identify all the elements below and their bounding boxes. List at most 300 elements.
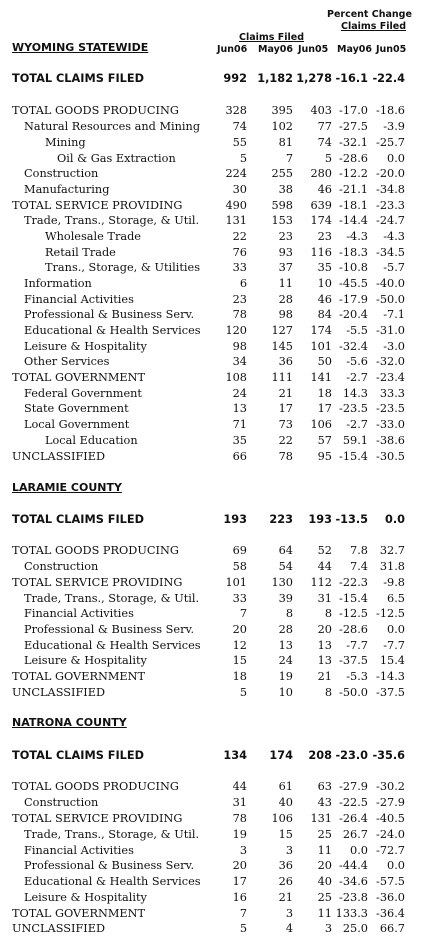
cell-may06: 19 <box>278 670 293 683</box>
cell-pct-jun05: -24.0 <box>376 828 405 841</box>
cell-pct-jun05: -32.0 <box>376 355 405 368</box>
table-row <box>0 606 422 621</box>
cell-pct-may06: -12.2 <box>339 167 368 180</box>
cell-pct-jun05: -40.0 <box>376 277 405 290</box>
col-header-jun05: Jun05 <box>298 44 329 55</box>
cell-pct-may06: -37.5 <box>339 654 368 667</box>
cell-may06: 127 <box>271 324 293 337</box>
cell-jun06: 20 <box>232 623 247 636</box>
cell-jun05: 1,278 <box>296 72 332 85</box>
row-label: Professional & Business Serv. <box>24 623 195 636</box>
row-label: TOTAL GOODS PRODUCING <box>12 544 179 557</box>
cell-pct-may06: -4.3 <box>346 230 368 243</box>
cell-may06: 22 <box>278 434 293 447</box>
table-row <box>0 827 422 842</box>
table-row <box>0 795 422 810</box>
cell-pct-may06: -23.0 <box>335 749 368 762</box>
cell-pct-may06: -14.4 <box>339 214 368 227</box>
table-row <box>0 307 422 322</box>
table-row <box>0 669 422 684</box>
cell-jun06: 101 <box>225 576 247 589</box>
cell-jun05: 35 <box>317 261 332 274</box>
cell-jun05: 174 <box>310 214 332 227</box>
row-label: TOTAL GOODS PRODUCING <box>12 780 179 793</box>
cell-pct-may06: -22.5 <box>339 796 368 809</box>
row-label: Financial Activities <box>24 293 134 306</box>
cell-jun05: 11 <box>317 844 332 857</box>
total-claims-row <box>0 748 422 763</box>
table-row <box>0 386 422 401</box>
cell-pct-jun05: 0.0 <box>387 859 405 872</box>
cell-pct-may06: -44.4 <box>339 859 368 872</box>
table-row <box>0 906 422 921</box>
cell-pct-jun05: -31.0 <box>376 324 405 337</box>
cell-pct-jun05: -14.3 <box>376 670 405 683</box>
table-row <box>0 119 422 134</box>
row-label: Leisure & Hospitality <box>24 340 147 353</box>
cell-jun06: 34 <box>232 355 247 368</box>
table-row <box>0 449 422 464</box>
cell-pct-jun05: -23.3 <box>376 199 405 212</box>
cell-pct-may06: 26.7 <box>342 828 368 841</box>
cell-jun05: 193 <box>308 513 332 526</box>
cell-pct-may06: -28.6 <box>339 623 368 636</box>
table-row <box>0 638 422 653</box>
cell-jun06: 16 <box>232 891 247 904</box>
cell-jun06: 328 <box>225 104 247 117</box>
row-label: TOTAL CLAIMS FILED <box>12 72 144 85</box>
row-label: Other Services <box>24 355 110 368</box>
cell-jun05: 23 <box>317 230 332 243</box>
row-label: Professional & Business Serv. <box>24 859 195 872</box>
cell-may06: 174 <box>269 749 293 762</box>
cell-pct-jun05: -25.7 <box>376 136 405 149</box>
cell-jun06: 44 <box>232 780 247 793</box>
cell-pct-may06: -2.7 <box>346 371 368 384</box>
cell-pct-may06: 133.3 <box>335 907 368 920</box>
row-label: Educational & Health Services <box>24 324 201 337</box>
cell-pct-may06: -5.3 <box>346 670 368 683</box>
cell-may06: 78 <box>278 450 293 463</box>
table-row <box>0 276 422 291</box>
table-row <box>0 339 422 354</box>
table-row <box>0 229 422 244</box>
table-row <box>0 685 422 700</box>
table-row <box>0 370 422 385</box>
cell-jun05: 18 <box>317 387 332 400</box>
cell-jun06: 33 <box>232 261 247 274</box>
cell-pct-jun05: 32.7 <box>379 544 405 557</box>
cell-pct-may06: -27.5 <box>339 120 368 133</box>
cell-pct-jun05: -23.5 <box>376 402 405 415</box>
cell-pct-may06: 7.8 <box>350 544 368 557</box>
cell-pct-may06: -45.5 <box>339 277 368 290</box>
section-title: WYOMING STATEWIDE <box>12 41 149 54</box>
cell-may06: 11 <box>278 277 293 290</box>
cell-pct-jun05: -30.5 <box>376 450 405 463</box>
cell-pct-jun05: 0.0 <box>387 152 405 165</box>
cell-may06: 21 <box>278 387 293 400</box>
cell-pct-jun05: -37.5 <box>376 686 405 699</box>
row-label: TOTAL GOVERNMENT <box>12 670 146 683</box>
cell-may06: 36 <box>278 355 293 368</box>
table-row <box>0 245 422 260</box>
cell-may06: 98 <box>278 308 293 321</box>
cell-jun05: 84 <box>317 308 332 321</box>
table-row <box>0 417 422 432</box>
cell-jun06: 224 <box>225 167 247 180</box>
cell-may06: 39 <box>278 592 293 605</box>
table-row <box>0 622 422 637</box>
cell-may06: 38 <box>278 183 293 196</box>
cell-pct-may06: 59.1 <box>342 434 368 447</box>
cell-pct-jun05: 0.0 <box>387 623 405 636</box>
table-row <box>0 182 422 197</box>
cell-jun05: 639 <box>310 199 332 212</box>
cell-may06: 24 <box>278 654 293 667</box>
cell-pct-jun05: -57.5 <box>376 875 405 888</box>
row-label: TOTAL SERVICE PROVIDING <box>12 812 183 825</box>
cell-jun05: 40 <box>317 875 332 888</box>
table-row <box>0 591 422 606</box>
table-row <box>0 543 422 558</box>
col-header-may06: May06 <box>258 44 293 55</box>
row-label: TOTAL GOODS PRODUCING <box>12 104 179 117</box>
cell-pct-jun05: 66.7 <box>379 922 405 935</box>
row-label: Educational & Health Services <box>24 875 201 888</box>
cell-may06: 61 <box>278 780 293 793</box>
cell-jun05: 21 <box>317 670 332 683</box>
row-label: State Government <box>24 402 129 415</box>
cell-pct-jun05: -22.4 <box>372 72 405 85</box>
cell-pct-jun05: 31.8 <box>379 560 405 573</box>
cell-jun06: 33 <box>232 592 247 605</box>
row-label: Local Education <box>45 434 138 447</box>
row-label: Information <box>24 277 92 290</box>
cell-pct-may06: -15.4 <box>339 450 368 463</box>
cell-jun06: 6 <box>239 277 247 290</box>
cell-jun05: 63 <box>317 780 332 793</box>
cell-pct-jun05: -20.0 <box>376 167 405 180</box>
cell-pct-may06: -17.9 <box>339 293 368 306</box>
row-label: UNCLASSIFIED <box>12 450 106 463</box>
cell-pct-may06: -32.1 <box>339 136 368 149</box>
cell-pct-may06: -20.4 <box>339 308 368 321</box>
cell-jun05: 13 <box>317 654 332 667</box>
cell-jun05: 106 <box>310 418 332 431</box>
row-label: Wholesale Trade <box>45 230 141 243</box>
cell-jun05: 5 <box>324 152 332 165</box>
cell-pct-jun05: -27.9 <box>376 796 405 809</box>
row-label: Trade, Trans., Storage, & Util. <box>24 592 200 605</box>
cell-may06: 598 <box>271 199 293 212</box>
table-row <box>0 213 422 228</box>
row-label: TOTAL GOVERNMENT <box>12 371 146 384</box>
cell-jun06: 5 <box>239 686 247 699</box>
cell-pct-jun05: -3.0 <box>383 340 405 353</box>
cell-jun06: 74 <box>232 120 247 133</box>
row-label: Trade, Trans., Storage, & Util. <box>24 828 200 841</box>
col-header-jun06: Jun06 <box>217 44 248 55</box>
cell-jun06: 108 <box>225 371 247 384</box>
cell-pct-may06: 14.3 <box>342 387 368 400</box>
row-label: TOTAL CLAIMS FILED <box>12 749 144 762</box>
row-label: Federal Government <box>24 387 142 400</box>
cell-jun06: 3 <box>239 844 247 857</box>
cell-jun05: 112 <box>310 576 332 589</box>
cell-jun06: 71 <box>232 418 247 431</box>
cell-pct-may06: -21.1 <box>339 183 368 196</box>
row-label: Construction <box>24 167 99 180</box>
cell-jun05: 101 <box>310 340 332 353</box>
cell-may06: 40 <box>278 796 293 809</box>
cell-may06: 223 <box>269 513 293 526</box>
cell-pct-may06: -16.1 <box>335 72 368 85</box>
table-row <box>0 890 422 905</box>
cell-jun05: 17 <box>317 402 332 415</box>
row-label: UNCLASSIFIED <box>12 686 106 699</box>
table-row <box>0 811 422 826</box>
table-row <box>0 779 422 794</box>
cell-pct-may06: -22.3 <box>339 576 368 589</box>
cell-jun05: 52 <box>317 544 332 557</box>
row-label: Retail Trade <box>45 246 116 259</box>
col-header-pct-jun05: Jun05 <box>376 44 407 55</box>
cell-jun06: 17 <box>232 875 247 888</box>
cell-may06: 17 <box>278 402 293 415</box>
row-label: Trans., Storage, & Utilities <box>45 261 201 274</box>
row-label: Mining <box>45 136 86 149</box>
table-row <box>0 260 422 275</box>
total-claims-row <box>0 512 422 527</box>
table-row <box>0 103 422 118</box>
cell-may06: 23 <box>278 230 293 243</box>
pct-claims-filed-header: Claims Filed <box>341 21 407 32</box>
cell-pct-jun05: -7.7 <box>383 639 405 652</box>
cell-jun05: 50 <box>317 355 332 368</box>
cell-pct-may06: -27.9 <box>339 780 368 793</box>
cell-jun05: 403 <box>310 104 332 117</box>
cell-may06: 3 <box>285 907 293 920</box>
cell-may06: 106 <box>271 812 293 825</box>
cell-jun06: 18 <box>232 670 247 683</box>
cell-pct-may06: -50.0 <box>339 686 368 699</box>
cell-may06: 111 <box>271 371 293 384</box>
cell-jun06: 193 <box>223 513 247 526</box>
cell-may06: 7 <box>285 152 293 165</box>
total-claims-row <box>0 71 422 86</box>
table-row <box>0 292 422 307</box>
row-label: Natural Resources and Mining <box>24 120 201 133</box>
cell-jun05: 20 <box>317 623 332 636</box>
cell-jun05: 13 <box>317 639 332 652</box>
row-label: Leisure & Hospitality <box>24 654 147 667</box>
cell-jun05: 46 <box>317 183 332 196</box>
cell-pct-jun05: 6.5 <box>387 592 405 605</box>
cell-pct-jun05: -36.4 <box>376 907 405 920</box>
cell-may06: 395 <box>271 104 293 117</box>
cell-jun06: 55 <box>232 136 247 149</box>
table-row <box>0 198 422 213</box>
cell-pct-may06: -15.4 <box>339 592 368 605</box>
cell-jun06: 7 <box>239 607 247 620</box>
cell-pct-jun05: -4.3 <box>383 230 405 243</box>
cell-may06: 130 <box>271 576 293 589</box>
cell-may06: 13 <box>278 639 293 652</box>
row-label: TOTAL SERVICE PROVIDING <box>12 199 183 212</box>
cell-pct-jun05: -24.7 <box>376 214 405 227</box>
cell-pct-may06: -7.7 <box>346 639 368 652</box>
cell-pct-jun05: -3.9 <box>383 120 405 133</box>
row-label: Construction <box>24 796 99 809</box>
cell-jun05: 74 <box>317 136 332 149</box>
row-label: Professional & Business Serv. <box>24 308 195 321</box>
cell-pct-jun05: -30.2 <box>376 780 405 793</box>
cell-pct-jun05: -12.5 <box>376 607 405 620</box>
cell-jun06: 120 <box>225 324 247 337</box>
col-header-pct-may06: May06 <box>337 44 372 55</box>
cell-jun05: 95 <box>317 450 332 463</box>
cell-jun05: 8 <box>324 607 332 620</box>
cell-jun06: 490 <box>225 199 247 212</box>
cell-may06: 3 <box>285 844 293 857</box>
cell-may06: 73 <box>278 418 293 431</box>
cell-jun05: 57 <box>317 434 332 447</box>
cell-jun06: 31 <box>232 796 247 809</box>
cell-pct-may06: -18.3 <box>339 246 368 259</box>
cell-jun06: 134 <box>223 749 247 762</box>
cell-pct-may06: -34.6 <box>339 875 368 888</box>
cell-may06: 26 <box>278 875 293 888</box>
row-label: Financial Activities <box>24 607 134 620</box>
cell-jun06: 20 <box>232 859 247 872</box>
cell-jun05: 131 <box>310 812 332 825</box>
cell-jun05: 44 <box>317 560 332 573</box>
cell-jun06: 30 <box>232 183 247 196</box>
cell-pct-may06: -2.7 <box>346 418 368 431</box>
cell-may06: 28 <box>278 293 293 306</box>
cell-jun06: 23 <box>232 293 247 306</box>
cell-jun06: 992 <box>223 72 247 85</box>
cell-pct-may06: -10.8 <box>339 261 368 274</box>
cell-pct-may06: -5.6 <box>346 355 368 368</box>
cell-pct-may06: -12.5 <box>339 607 368 620</box>
cell-pct-jun05: -9.8 <box>383 576 405 589</box>
cell-pct-jun05: -36.0 <box>376 891 405 904</box>
cell-jun05: 31 <box>317 592 332 605</box>
row-label: Local Government <box>24 418 130 431</box>
table-row <box>0 151 422 166</box>
cell-pct-jun05: -34.8 <box>376 183 405 196</box>
cell-jun06: 13 <box>232 402 247 415</box>
table-row <box>0 843 422 858</box>
row-label: TOTAL GOVERNMENT <box>12 907 146 920</box>
table-row <box>0 858 422 873</box>
cell-pct-may06: -23.5 <box>339 402 368 415</box>
cell-jun05: 116 <box>310 246 332 259</box>
cell-pct-jun05: -50.0 <box>376 293 405 306</box>
cell-jun06: 131 <box>225 214 247 227</box>
cell-pct-jun05: -72.7 <box>376 844 405 857</box>
cell-jun05: 46 <box>317 293 332 306</box>
cell-jun05: 141 <box>310 371 332 384</box>
cell-jun06: 24 <box>232 387 247 400</box>
cell-pct-may06: -28.6 <box>339 152 368 165</box>
cell-may06: 145 <box>271 340 293 353</box>
cell-pct-jun05: -18.6 <box>376 104 405 117</box>
cell-jun06: 15 <box>232 654 247 667</box>
cell-pct-jun05: -40.5 <box>376 812 405 825</box>
cell-may06: 10 <box>278 686 293 699</box>
cell-jun05: 20 <box>317 859 332 872</box>
cell-may06: 54 <box>278 560 293 573</box>
row-label: Financial Activities <box>24 844 134 857</box>
cell-may06: 15 <box>278 828 293 841</box>
cell-jun05: 208 <box>308 749 332 762</box>
cell-may06: 64 <box>278 544 293 557</box>
cell-pct-may06: -13.5 <box>335 513 368 526</box>
cell-pct-may06: 25.0 <box>342 922 368 935</box>
cell-may06: 255 <box>271 167 293 180</box>
cell-pct-jun05: -38.6 <box>376 434 405 447</box>
cell-jun06: 35 <box>232 434 247 447</box>
cell-jun05: 8 <box>324 686 332 699</box>
claims-filed-header: Claims Filed <box>239 32 305 43</box>
cell-jun05: 280 <box>310 167 332 180</box>
cell-jun06: 12 <box>232 639 247 652</box>
cell-jun06: 66 <box>232 450 247 463</box>
cell-jun06: 69 <box>232 544 247 557</box>
cell-jun06: 98 <box>232 340 247 353</box>
cell-jun05: 3 <box>324 922 332 935</box>
table-row <box>0 323 422 338</box>
cell-jun05: 11 <box>317 907 332 920</box>
cell-jun06: 22 <box>232 230 247 243</box>
cell-pct-jun05: 15.4 <box>379 654 405 667</box>
table-row <box>0 575 422 590</box>
cell-may06: 102 <box>271 120 293 133</box>
table-row <box>0 433 422 448</box>
cell-may06: 21 <box>278 891 293 904</box>
cell-may06: 8 <box>285 607 293 620</box>
table-row <box>0 401 422 416</box>
table-row <box>0 166 422 181</box>
cell-may06: 28 <box>278 623 293 636</box>
cell-pct-jun05: -35.6 <box>372 749 405 762</box>
row-label: Leisure & Hospitality <box>24 891 147 904</box>
row-label: TOTAL CLAIMS FILED <box>12 513 144 526</box>
section-title: NATRONA COUNTY <box>12 716 127 729</box>
cell-jun06: 7 <box>239 907 247 920</box>
cell-pct-jun05: -23.4 <box>376 371 405 384</box>
cell-pct-jun05: 0.0 <box>384 513 405 526</box>
cell-may06: 81 <box>278 136 293 149</box>
cell-jun06: 58 <box>232 560 247 573</box>
table-row <box>0 559 422 574</box>
cell-pct-jun05: -33.0 <box>376 418 405 431</box>
cell-jun06: 78 <box>232 308 247 321</box>
row-label: Trade, Trans., Storage, & Util. <box>24 214 200 227</box>
cell-jun05: 25 <box>317 891 332 904</box>
cell-pct-may06: -5.5 <box>346 324 368 337</box>
cell-jun06: 19 <box>232 828 247 841</box>
cell-jun05: 10 <box>317 277 332 290</box>
cell-jun06: 5 <box>239 152 247 165</box>
cell-may06: 153 <box>271 214 293 227</box>
cell-jun06: 78 <box>232 812 247 825</box>
table-row <box>0 921 422 936</box>
row-label: Oil & Gas Extraction <box>57 152 176 165</box>
